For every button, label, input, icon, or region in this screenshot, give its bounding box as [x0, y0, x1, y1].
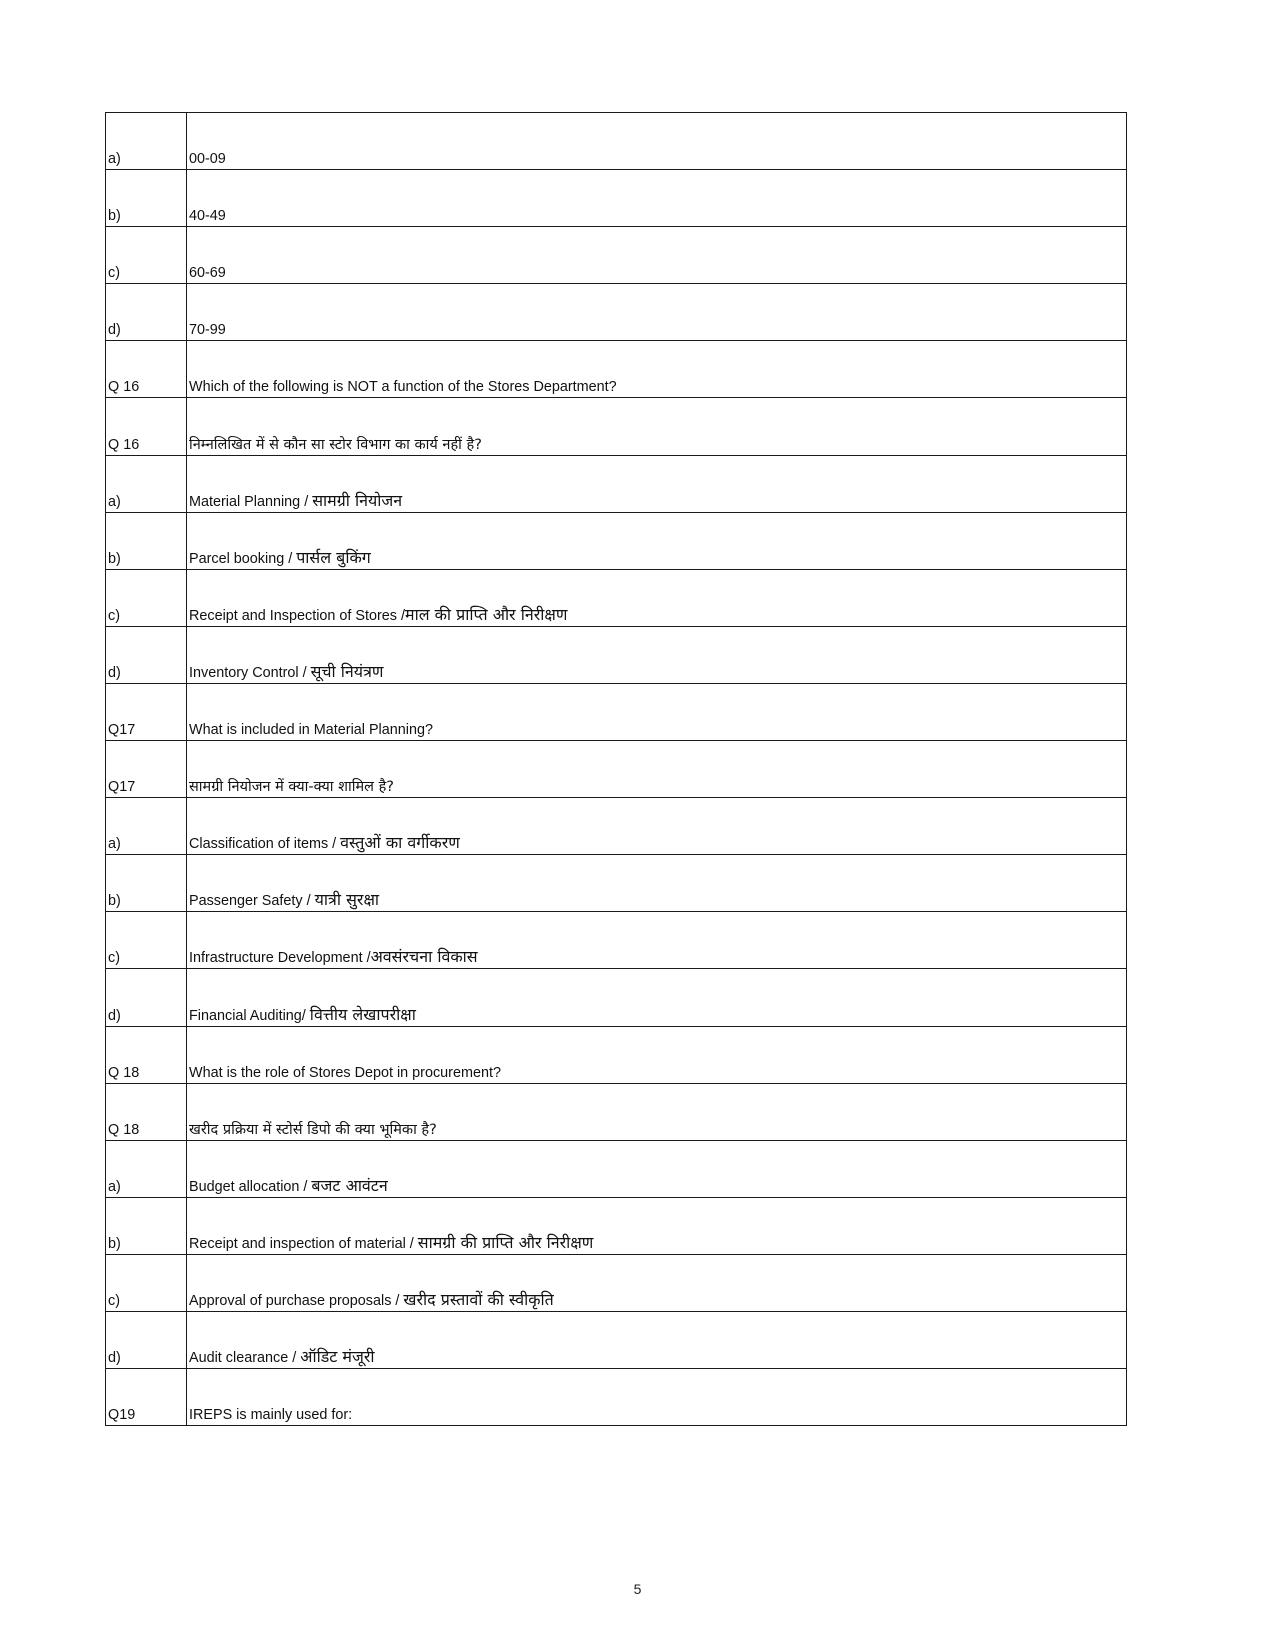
row-text — [187, 1311, 1127, 1368]
row-text — [187, 455, 1127, 512]
row-label: b) — [106, 170, 187, 227]
row-label: d) — [106, 969, 187, 1026]
row-text-hindi: सामग्री नियोजन में क्या-क्या शामिल है? — [189, 779, 394, 796]
row-text-hindi: सूची नियंत्रण — [310, 661, 384, 681]
row-text — [187, 569, 1127, 626]
table-row — [106, 1083, 1127, 1140]
row-text — [187, 626, 1127, 683]
question-table-body — [106, 113, 1127, 1426]
row-label: c) — [106, 912, 187, 969]
row-label: d) — [106, 1311, 187, 1368]
row-text — [187, 1254, 1127, 1311]
table-row — [106, 341, 1127, 398]
row-text — [187, 1197, 1127, 1254]
row-text-english: 00-09 — [189, 151, 226, 168]
row-text — [187, 855, 1127, 912]
row-text-hindi: वस्तुओं का वर्गीकरण — [340, 833, 460, 853]
row-text — [187, 284, 1127, 341]
row-text — [187, 170, 1127, 227]
row-label: a) — [106, 798, 187, 855]
row-text — [187, 1369, 1127, 1426]
row-text — [187, 1140, 1127, 1197]
row-text-hindi: निम्नलिखित में से कौन सा स्टोर विभाग का कार्य नहीं है? — [189, 436, 482, 453]
row-label: b) — [106, 512, 187, 569]
table-row — [106, 1140, 1127, 1197]
row-text — [187, 227, 1127, 284]
row-text-english: Which of the following is NOT a function of the Stores Department? — [189, 379, 617, 396]
row-text-hindi: ऑडिट मंजूरी — [300, 1347, 375, 1367]
row-text — [187, 741, 1127, 798]
table-row — [106, 455, 1127, 512]
row-label: a) — [106, 113, 187, 170]
row-text-hindi: बजट आवंटन — [311, 1175, 388, 1195]
table-row — [106, 227, 1127, 284]
row-text-english: 60-69 — [189, 265, 226, 282]
row-text — [187, 113, 1127, 170]
table-row — [106, 1254, 1127, 1311]
table-row — [106, 284, 1127, 341]
table-row — [106, 969, 1127, 1026]
table-row — [106, 1369, 1127, 1426]
row-text-hindi: खरीद प्रक्रिया में स्टोर्स डिपो की क्या भूमिका है? — [189, 1121, 437, 1138]
row-label: a) — [106, 455, 187, 512]
row-label: c) — [106, 1254, 187, 1311]
row-text-hindi: अवसंरचना विकास — [370, 947, 478, 967]
row-label: b) — [106, 1197, 187, 1254]
row-label: Q17 — [106, 741, 187, 798]
table-row — [106, 912, 1127, 969]
row-text-hindi: पार्सल बुकिंग — [296, 547, 371, 567]
row-label: Q 16 — [106, 341, 187, 398]
row-text-hindi: वित्तीय लेखापरीक्षा — [309, 1004, 416, 1024]
row-text — [187, 1026, 1127, 1083]
table-row — [106, 1311, 1127, 1368]
table-row — [106, 626, 1127, 683]
row-label: b) — [106, 855, 187, 912]
row-label: Q17 — [106, 683, 187, 740]
row-text-hindi: सामग्री नियोजन — [312, 490, 403, 510]
row-text-english: 70-99 — [189, 322, 226, 339]
row-text — [187, 798, 1127, 855]
table-row — [106, 1197, 1127, 1254]
row-text-english: Audit clearance / — [189, 1350, 301, 1367]
row-text-english: Material Planning / — [189, 493, 313, 510]
table-row — [106, 170, 1127, 227]
row-text-english: Infrastructure Development / — [189, 950, 371, 967]
table-row — [106, 398, 1127, 455]
row-text-english: Financial Auditing/ — [189, 1007, 310, 1024]
row-text — [187, 1083, 1127, 1140]
table-row — [106, 512, 1127, 569]
row-label: Q 18 — [106, 1026, 187, 1083]
row-text-english: IREPS is mainly used for: — [189, 1407, 353, 1424]
row-text-english: What is included in Material Planning? — [189, 722, 433, 739]
row-text — [187, 398, 1127, 455]
row-label: c) — [106, 569, 187, 626]
row-text-english: Receipt and Inspection of Stores / — [189, 607, 405, 624]
row-text-hindi: सामग्री की प्राप्ति और निरीक्षण — [417, 1232, 594, 1252]
table-row — [106, 569, 1127, 626]
row-label: Q19 — [106, 1369, 187, 1426]
row-label: Q 16 — [106, 398, 187, 455]
row-text-english: Inventory Control / — [189, 664, 311, 681]
table-row — [106, 683, 1127, 740]
table-row — [106, 798, 1127, 855]
page-number: 5 — [633, 1581, 642, 1597]
row-text-english: Parcel booking / — [189, 550, 297, 567]
row-text-english: Classification of items / — [189, 836, 341, 853]
row-text-hindi: खरीद प्रस्तावों की स्वीकृति — [403, 1289, 554, 1309]
row-label: Q 18 — [106, 1083, 187, 1140]
row-text — [187, 512, 1127, 569]
row-text-english: Passenger Safety / — [189, 893, 315, 910]
row-text-hindi: माल की प्राप्ति और निरीक्षण — [405, 604, 568, 624]
row-text-english: 40-49 — [189, 208, 226, 225]
row-text-english: Budget allocation / — [189, 1178, 312, 1195]
row-label: d) — [106, 626, 187, 683]
row-text — [187, 912, 1127, 969]
row-text-english: Receipt and inspection of material / — [189, 1235, 418, 1252]
row-text-english: Approval of purchase proposals / — [189, 1292, 404, 1309]
row-label: a) — [106, 1140, 187, 1197]
row-text — [187, 341, 1127, 398]
row-text — [187, 969, 1127, 1026]
row-text-english: What is the role of Stores Depot in procurement? — [189, 1064, 501, 1081]
row-text — [187, 683, 1127, 740]
table-row — [106, 113, 1127, 170]
row-text-hindi: यात्री सुरक्षा — [314, 890, 380, 910]
table-row — [106, 741, 1127, 798]
table-row — [106, 855, 1127, 912]
row-label: d) — [106, 284, 187, 341]
row-label: c) — [106, 227, 187, 284]
question-table — [105, 112, 1127, 1426]
table-row — [106, 1026, 1127, 1083]
